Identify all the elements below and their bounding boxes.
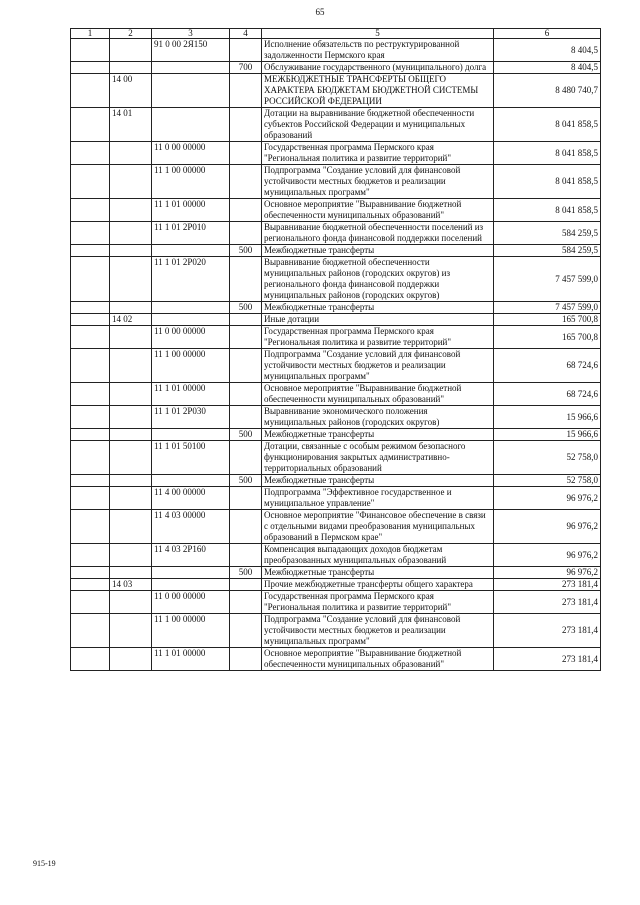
table-row xyxy=(71,349,601,383)
cell-section-code xyxy=(110,475,152,487)
cell-section-code xyxy=(110,62,152,74)
cell-description: Межбюджетные трансферты xyxy=(262,475,494,487)
cell-description: Подпрограмма "Эффективное государственное и муниципальное управление" xyxy=(262,487,494,510)
cell-expense-type: 500 xyxy=(230,429,262,441)
table-row xyxy=(71,544,601,567)
cell-target-article xyxy=(152,62,230,74)
cell-amount: 7 457 599,0 xyxy=(494,302,601,314)
cell-expense-type xyxy=(230,74,262,108)
cell-column-1 xyxy=(71,108,110,142)
cell-section-code xyxy=(110,383,152,406)
cell-description: Основное мероприятие "Финансовое обеспечение в связи с отдельными видами преобразования муниципальных образований в Пермском крае" xyxy=(262,510,494,544)
table-row xyxy=(71,383,601,406)
cell-column-1 xyxy=(71,383,110,406)
table-row xyxy=(71,406,601,429)
cell-column-1 xyxy=(71,74,110,108)
cell-section-code xyxy=(110,165,152,199)
cell-section-code xyxy=(110,510,152,544)
cell-target-article xyxy=(152,567,230,579)
cell-column-1 xyxy=(71,406,110,429)
cell-column-1 xyxy=(71,302,110,314)
cell-target-article: 11 1 01 2Р020 xyxy=(152,257,230,302)
cell-column-1 xyxy=(71,245,110,257)
cell-amount: 96 976,2 xyxy=(494,544,601,567)
cell-column-1 xyxy=(71,326,110,349)
cell-target-article xyxy=(152,74,230,108)
cell-expense-type xyxy=(230,108,262,142)
cell-target-article: 11 1 01 00000 xyxy=(152,199,230,222)
cell-description: Выравнивание бюджетной обеспеченности поселений из регионального фонда финансовой поддержки поселений xyxy=(262,222,494,245)
cell-expense-type xyxy=(230,142,262,165)
cell-expense-type xyxy=(230,383,262,406)
budget-table-body xyxy=(71,29,601,671)
table-row xyxy=(71,257,601,302)
cell-column-1 xyxy=(71,199,110,222)
cell-expense-type xyxy=(230,510,262,544)
cell-column-1 xyxy=(71,475,110,487)
cell-description: Государственная программа Пермского края "Региональная политика и развитие территорий" xyxy=(262,326,494,349)
cell-amount: 8 041 858,5 xyxy=(494,108,601,142)
cell-amount: 584 259,5 xyxy=(494,222,601,245)
cell-expense-type xyxy=(230,487,262,510)
table-row xyxy=(71,314,601,326)
table-row xyxy=(71,108,601,142)
cell-section-code xyxy=(110,441,152,475)
table-row xyxy=(71,579,601,591)
cell-target-article: 11 1 01 2Р010 xyxy=(152,222,230,245)
cell-amount: 7 457 599,0 xyxy=(494,257,601,302)
cell-target-article: 11 1 01 00000 xyxy=(152,383,230,406)
cell-expense-type xyxy=(230,165,262,199)
cell-target-article: 11 4 03 2Р160 xyxy=(152,544,230,567)
cell-column-1 xyxy=(71,314,110,326)
cell-amount: 52 758,0 xyxy=(494,475,601,487)
cell-column-1 xyxy=(71,349,110,383)
cell-target-article: 11 4 03 00000 xyxy=(152,510,230,544)
cell-amount: 165 700,8 xyxy=(494,314,601,326)
table-row xyxy=(71,429,601,441)
cell-section-code xyxy=(110,222,152,245)
cell-target-article: 11 1 00 00000 xyxy=(152,614,230,648)
column-header-1: 1 xyxy=(71,29,110,39)
cell-amount: 8 404,5 xyxy=(494,39,601,62)
cell-expense-type xyxy=(230,614,262,648)
cell-expense-type xyxy=(230,39,262,62)
cell-target-article: 91 0 00 2Я150 xyxy=(152,39,230,62)
cell-description: Прочие межбюджетные трансферты общего характера xyxy=(262,579,494,591)
cell-amount: 273 181,4 xyxy=(494,648,601,671)
cell-description: Обслуживание государственного (муниципального) долга xyxy=(262,62,494,74)
cell-column-1 xyxy=(71,510,110,544)
cell-expense-type xyxy=(230,579,262,591)
cell-description: Дотации на выравнивание бюджетной обеспеченности субъектов Российской Федерации и муниципальных образований xyxy=(262,108,494,142)
budget-table xyxy=(70,28,601,671)
cell-expense-type xyxy=(230,199,262,222)
cell-expense-type: 500 xyxy=(230,302,262,314)
cell-section-code xyxy=(110,199,152,222)
cell-target-article: 11 0 00 00000 xyxy=(152,326,230,349)
cell-target-article: 11 4 00 00000 xyxy=(152,487,230,510)
cell-target-article: 11 1 01 2Р030 xyxy=(152,406,230,429)
column-header-6: 6 xyxy=(494,29,601,39)
cell-description: Исполнение обязательств по реструктурированной задолженности Пермского края xyxy=(262,39,494,62)
cell-description: Основное мероприятие "Выравнивание бюджетной обеспеченности муниципальных образований" xyxy=(262,383,494,406)
column-header-3: 3 xyxy=(152,29,230,39)
cell-column-1 xyxy=(71,544,110,567)
cell-section-code xyxy=(110,591,152,614)
cell-amount: 68 724,6 xyxy=(494,349,601,383)
table-row xyxy=(71,39,601,62)
cell-target-article: 11 1 01 50100 xyxy=(152,441,230,475)
cell-column-1 xyxy=(71,222,110,245)
column-number-row xyxy=(71,29,601,39)
cell-column-1 xyxy=(71,39,110,62)
cell-expense-type: 700 xyxy=(230,62,262,74)
column-header-5: 5 xyxy=(262,29,494,39)
cell-section-code: 14 03 xyxy=(110,579,152,591)
cell-section-code xyxy=(110,429,152,441)
cell-expense-type xyxy=(230,349,262,383)
cell-section-code xyxy=(110,302,152,314)
cell-expense-type: 500 xyxy=(230,567,262,579)
cell-section-code xyxy=(110,349,152,383)
cell-target-article xyxy=(152,579,230,591)
cell-column-1 xyxy=(71,614,110,648)
cell-description: Государственная программа Пермского края "Региональная политика и развитие территорий" xyxy=(262,591,494,614)
table-row xyxy=(71,648,601,671)
cell-description: Иные дотации xyxy=(262,314,494,326)
cell-description: Выравнивание экономического положения муниципальных районов (городских округов) xyxy=(262,406,494,429)
cell-amount: 15 966,6 xyxy=(494,429,601,441)
column-header-2: 2 xyxy=(110,29,152,39)
table-row xyxy=(71,165,601,199)
cell-amount: 52 758,0 xyxy=(494,441,601,475)
cell-amount: 584 259,5 xyxy=(494,245,601,257)
table-row xyxy=(71,302,601,314)
cell-expense-type xyxy=(230,648,262,671)
table-row xyxy=(71,567,601,579)
cell-amount: 273 181,4 xyxy=(494,579,601,591)
cell-target-article: 11 0 00 00000 xyxy=(152,591,230,614)
cell-target-article xyxy=(152,302,230,314)
cell-column-1 xyxy=(71,487,110,510)
table-row xyxy=(71,475,601,487)
table-row xyxy=(71,62,601,74)
cell-target-article xyxy=(152,429,230,441)
cell-section-code: 14 01 xyxy=(110,108,152,142)
cell-amount: 15 966,6 xyxy=(494,406,601,429)
cell-expense-type xyxy=(230,326,262,349)
cell-amount: 68 724,6 xyxy=(494,383,601,406)
cell-description: Подпрограмма "Создание условий для финансовой устойчивости местных бюджетов и реализации муниципальных программ" xyxy=(262,614,494,648)
cell-column-1 xyxy=(71,567,110,579)
cell-section-code xyxy=(110,406,152,429)
cell-expense-type xyxy=(230,406,262,429)
cell-column-1 xyxy=(71,441,110,475)
cell-target-article xyxy=(152,245,230,257)
cell-description: МЕЖБЮДЖЕТНЫЕ ТРАНСФЕРТЫ ОБЩЕГО ХАРАКТЕРА БЮДЖЕТАМ БЮДЖЕТНОЙ СИСТЕМЫ РОССИЙСКОЙ ФЕДЕРАЦИИ xyxy=(262,74,494,108)
cell-description: Подпрограмма "Создание условий для финансовой устойчивости местных бюджетов и реализации муниципальных программ" xyxy=(262,165,494,199)
table-row xyxy=(71,487,601,510)
cell-target-article: 11 0 00 00000 xyxy=(152,142,230,165)
cell-description: Компенсация выпадающих доходов бюджетам преобразованных муниципальных образований xyxy=(262,544,494,567)
cell-expense-type xyxy=(230,544,262,567)
cell-description: Межбюджетные трансферты xyxy=(262,429,494,441)
cell-target-article: 11 1 00 00000 xyxy=(152,349,230,383)
cell-amount: 8 480 740,7 xyxy=(494,74,601,108)
cell-description: Выравнивание бюджетной обеспеченности муниципальных районов (городских округов) из регионального фонда финансовой поддержки муниципальных районов (городских округов) xyxy=(262,257,494,302)
cell-column-1 xyxy=(71,62,110,74)
cell-amount: 8 041 858,5 xyxy=(494,199,601,222)
cell-amount: 96 976,2 xyxy=(494,487,601,510)
table-row xyxy=(71,614,601,648)
cell-target-article xyxy=(152,475,230,487)
cell-target-article xyxy=(152,314,230,326)
cell-amount: 96 976,2 xyxy=(494,510,601,544)
table-row xyxy=(71,591,601,614)
table-row xyxy=(71,441,601,475)
cell-section-code xyxy=(110,567,152,579)
cell-target-article: 11 1 00 00000 xyxy=(152,165,230,199)
page-number: 65 xyxy=(315,7,325,17)
cell-description: Основное мероприятие "Выравнивание бюджетной обеспеченности муниципальных образований" xyxy=(262,648,494,671)
cell-section-code xyxy=(110,142,152,165)
cell-amount: 8 041 858,5 xyxy=(494,165,601,199)
cell-column-1 xyxy=(71,591,110,614)
column-header-4: 4 xyxy=(230,29,262,39)
cell-section-code xyxy=(110,326,152,349)
cell-expense-type: 500 xyxy=(230,245,262,257)
cell-section-code xyxy=(110,39,152,62)
cell-expense-type xyxy=(230,591,262,614)
cell-amount: 273 181,4 xyxy=(494,591,601,614)
cell-description: Дотации, связанные с особым режимом безопасного функционирования закрытых административно-территориальных образований xyxy=(262,441,494,475)
cell-expense-type: 500 xyxy=(230,475,262,487)
cell-column-1 xyxy=(71,142,110,165)
cell-amount: 8 404,5 xyxy=(494,62,601,74)
cell-section-code xyxy=(110,544,152,567)
cell-section-code xyxy=(110,648,152,671)
cell-target-article xyxy=(152,108,230,142)
cell-section-code: 14 00 xyxy=(110,74,152,108)
cell-description: Подпрограмма "Создание условий для финансовой устойчивости местных бюджетов и реализации муниципальных программ" xyxy=(262,349,494,383)
cell-section-code: 14 02 xyxy=(110,314,152,326)
table-row xyxy=(71,199,601,222)
table-row xyxy=(71,74,601,108)
cell-amount: 165 700,8 xyxy=(494,326,601,349)
table-row xyxy=(71,222,601,245)
cell-column-1 xyxy=(71,579,110,591)
cell-expense-type xyxy=(230,441,262,475)
cell-expense-type xyxy=(230,222,262,245)
cell-column-1 xyxy=(71,257,110,302)
cell-target-article: 11 1 01 00000 xyxy=(152,648,230,671)
cell-amount: 8 041 858,5 xyxy=(494,142,601,165)
cell-section-code xyxy=(110,245,152,257)
cell-expense-type xyxy=(230,257,262,302)
table-row xyxy=(71,142,601,165)
cell-expense-type xyxy=(230,314,262,326)
table-row xyxy=(71,326,601,349)
cell-description: Государственная программа Пермского края "Региональная политика и развитие территорий" xyxy=(262,142,494,165)
cell-column-1 xyxy=(71,648,110,671)
cell-description: Межбюджетные трансферты xyxy=(262,567,494,579)
cell-amount: 96 976,2 xyxy=(494,567,601,579)
cell-column-1 xyxy=(71,429,110,441)
cell-description: Межбюджетные трансферты xyxy=(262,302,494,314)
cell-section-code xyxy=(110,614,152,648)
cell-column-1 xyxy=(71,165,110,199)
document-footer-code: 915-19 xyxy=(33,859,56,868)
cell-section-code xyxy=(110,487,152,510)
table-row xyxy=(71,510,601,544)
table-row xyxy=(71,245,601,257)
cell-section-code xyxy=(110,257,152,302)
cell-description: Основное мероприятие "Выравнивание бюджетной обеспеченности муниципальных образований" xyxy=(262,199,494,222)
cell-description: Межбюджетные трансферты xyxy=(262,245,494,257)
cell-amount: 273 181,4 xyxy=(494,614,601,648)
